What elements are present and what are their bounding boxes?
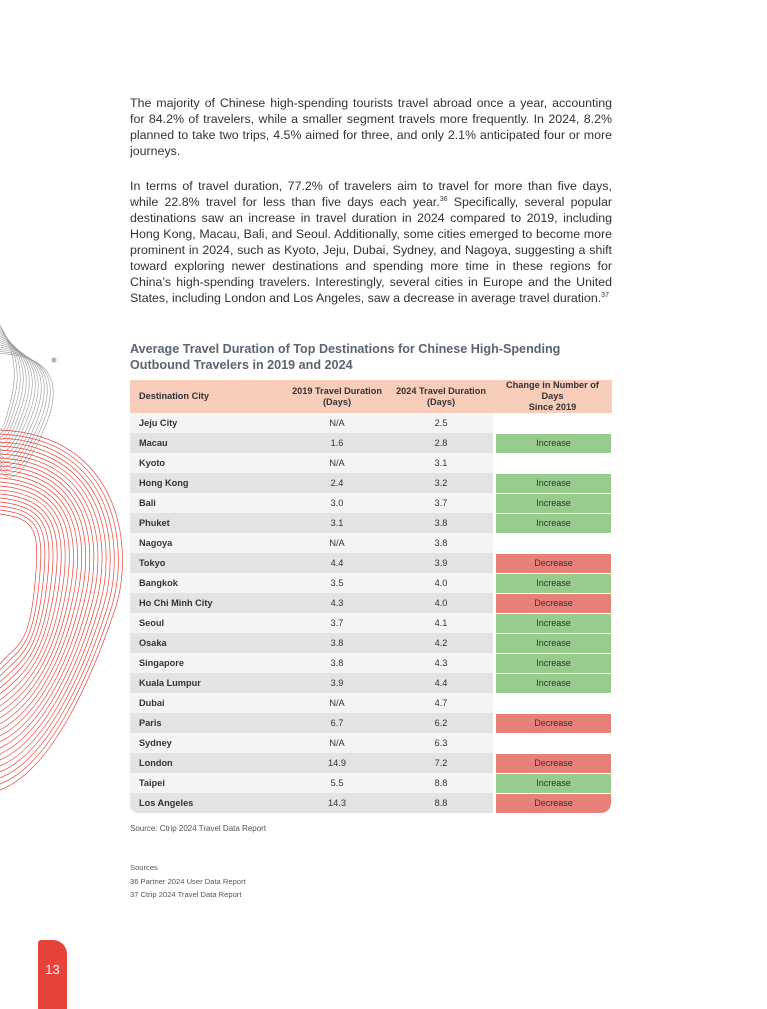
table-row	[130, 413, 612, 433]
cell-city: London	[130, 753, 285, 773]
cell-city: Osaka	[130, 633, 285, 653]
cell-change	[493, 553, 612, 573]
cell-city: Tokyo	[130, 553, 285, 573]
cell-city: Singapore	[130, 653, 285, 673]
cell-2019-duration: 3.8	[285, 633, 389, 653]
cell-2019-duration: 1.6	[285, 433, 389, 453]
cell-2024-duration: 4.0	[389, 593, 493, 613]
table-row	[130, 553, 612, 573]
cell-city: Jeju City	[130, 413, 285, 433]
cell-2019-duration: 3.0	[285, 493, 389, 513]
cell-change	[493, 693, 612, 713]
footnote-ref-36: 36	[439, 195, 448, 203]
table-row	[130, 533, 612, 553]
header-2024-duration: 2024 Travel Duration (Days)	[389, 380, 493, 413]
cell-change	[493, 753, 612, 773]
cell-city: Kyoto	[130, 453, 285, 473]
cell-2019-duration: 6.7	[285, 713, 389, 733]
table-row	[130, 433, 612, 453]
increase-badge: Increase	[496, 574, 611, 593]
cell-city: Ho Chi Minh City	[130, 593, 285, 613]
cell-city: Dubai	[130, 693, 285, 713]
cell-2019-duration: 14.9	[285, 753, 389, 773]
cell-change	[493, 513, 612, 533]
cell-2019-duration: 4.3	[285, 593, 389, 613]
cell-2024-duration: 4.3	[389, 653, 493, 673]
cell-2024-duration: 8.8	[389, 773, 493, 793]
increase-badge: Increase	[496, 514, 611, 533]
cell-change	[493, 453, 612, 473]
decrease-badge: Decrease	[496, 754, 611, 773]
intro-paragraph: The majority of Chinese high-spending tourists travel abroad once a year, accounting for 84.2% of travelers, while a smaller segment travels more frequently. In 2024, 8.2% planned to take two trips, 4.5% aimed for three, and only 2.1% anticipated four or more journeys.	[130, 96, 612, 158]
cell-2024-duration: 4.4	[389, 673, 493, 693]
cell-2019-duration: N/A	[285, 413, 389, 433]
cell-2019-duration: 3.5	[285, 573, 389, 593]
cell-2019-duration: 5.5	[285, 773, 389, 793]
cell-2024-duration: 3.8	[389, 513, 493, 533]
cell-2019-duration: N/A	[285, 453, 389, 473]
table-title: Average Travel Duration of Top Destinations for Chinese High-Spending Outbound Travelers in 2019 and 2024	[130, 342, 561, 372]
table-row	[130, 513, 612, 533]
increase-badge: Increase	[496, 774, 611, 793]
cell-2019-duration: 4.4	[285, 553, 389, 573]
cell-city: Macau	[130, 433, 285, 453]
decrease-badge: Decrease	[496, 714, 611, 733]
cell-change	[493, 413, 612, 433]
table-row	[130, 733, 612, 753]
header-change: Change in Number of Days Since 2019	[493, 380, 612, 413]
cell-2024-duration: 4.2	[389, 633, 493, 653]
cell-2019-duration: N/A	[285, 533, 389, 553]
travel-duration-table	[130, 380, 612, 813]
footnote-36: 36 Partner 2024 User Data Report	[130, 876, 246, 886]
cell-city: Bali	[130, 493, 285, 513]
cell-2019-duration: N/A	[285, 693, 389, 713]
cell-2024-duration: 3.7	[389, 493, 493, 513]
cell-2024-duration: 3.8	[389, 533, 493, 553]
table-row	[130, 773, 612, 793]
cell-city: Paris	[130, 713, 285, 733]
cell-city: Bangkok	[130, 573, 285, 593]
cell-city: Los Angeles	[130, 793, 285, 813]
cell-city: Taipei	[130, 773, 285, 793]
cell-change	[493, 473, 612, 493]
increase-badge: Increase	[496, 654, 611, 673]
cell-2019-duration: 3.8	[285, 653, 389, 673]
cell-2019-duration: 14.3	[285, 793, 389, 813]
decrease-badge: Decrease	[496, 794, 611, 813]
cell-change	[493, 773, 612, 793]
table-row	[130, 573, 612, 593]
table-row	[130, 453, 612, 473]
footnote-37: 37 Ctrip 2024 Travel Data Report	[130, 890, 242, 899]
cell-city: Hong Kong	[130, 473, 285, 493]
cell-city: Sydney	[130, 733, 285, 753]
increase-badge: Increase	[496, 614, 611, 633]
header-destination-city: Destination City	[130, 380, 285, 413]
cell-change	[493, 533, 612, 553]
cell-change	[493, 573, 612, 593]
increase-badge: Increase	[496, 474, 611, 493]
cell-2024-duration: 4.0	[389, 573, 493, 593]
cell-change	[493, 613, 612, 633]
increase-badge: Increase	[496, 434, 611, 453]
header-2019-duration: 2019 Travel Duration (Days)	[285, 380, 389, 413]
table-row	[130, 493, 612, 513]
page-number-tab	[38, 940, 67, 1009]
cell-change	[493, 733, 612, 753]
cell-2024-duration: 3.2	[389, 473, 493, 493]
page-number: 13	[45, 962, 60, 977]
table-row	[130, 673, 612, 693]
duration-paragraph: In terms of travel duration, 77.2% of travelers aim to travel for more than five days, while 22.8% travel for less than five days each year.$^{36}$ Specifically, several popular destinations saw an increase in travel duration in 2024 compared to 2019, including Hong Kong, Macau, Bali, and Seoul. Additionally, some cities emerged to become more prominent in 2024, such as Kyoto, Jeju, Dubai, Sydney, and Nagoya, suggesting a shift toward exploring newer destinations and spending more time in these regions for China’s high-spending travelers. Interestingly, several cities in Europe and the United States, including London and Los Angeles, saw a decrease in average travel duration.$^{37}$	[130, 179, 612, 305]
cell-change	[493, 433, 612, 453]
cell-2019-duration: 3.9	[285, 673, 389, 693]
sources-heading: Sources	[130, 863, 158, 872]
table-row	[130, 713, 612, 733]
increase-badge: Increase	[496, 494, 611, 513]
cell-change	[493, 493, 612, 513]
cell-2024-duration: 7.2	[389, 753, 493, 773]
table-row	[130, 613, 612, 633]
cell-2024-duration: 8.8	[389, 793, 493, 813]
cell-2019-duration: 3.7	[285, 613, 389, 633]
cell-2024-duration: 2.5	[389, 413, 493, 433]
cell-2024-duration: 4.7	[389, 693, 493, 713]
cell-2019-duration: N/A	[285, 733, 389, 753]
decrease-badge: Decrease	[496, 594, 611, 613]
cell-city: Phuket	[130, 513, 285, 533]
cell-2024-duration: 6.3	[389, 733, 493, 753]
cell-change	[493, 793, 612, 813]
cell-2024-duration: 6.2	[389, 713, 493, 733]
cell-change	[493, 593, 612, 613]
table-row	[130, 633, 612, 653]
table-row	[130, 693, 612, 713]
table-row	[130, 793, 612, 813]
cell-city: Nagoya	[130, 533, 285, 553]
table-row	[130, 473, 612, 493]
table-row	[130, 653, 612, 673]
contour-lines-graphic	[0, 320, 135, 800]
increase-badge: Increase	[496, 674, 611, 693]
table-row	[130, 753, 612, 773]
cell-change	[493, 713, 612, 733]
cell-change	[493, 633, 612, 653]
cell-2024-duration: 3.1	[389, 453, 493, 473]
cell-2024-duration: 2.8	[389, 433, 493, 453]
sources-footnotes	[130, 861, 246, 902]
table-row	[130, 593, 612, 613]
table-source: Source: Ctrip 2024 Travel Data Report	[130, 824, 267, 833]
decrease-badge: Decrease	[496, 554, 611, 573]
table-header-row	[130, 380, 612, 413]
cell-2019-duration: 3.1	[285, 513, 389, 533]
cell-change	[493, 673, 612, 693]
cell-city: Kuala Lumpur	[130, 673, 285, 693]
cell-2019-duration: 2.4	[285, 473, 389, 493]
cell-2024-duration: 4.1	[389, 613, 493, 633]
footnote-ref-37: 37	[601, 291, 609, 299]
cell-change	[493, 653, 612, 673]
cell-2024-duration: 3.9	[389, 553, 493, 573]
cell-city: Seoul	[130, 613, 285, 633]
increase-badge: Increase	[496, 634, 611, 653]
